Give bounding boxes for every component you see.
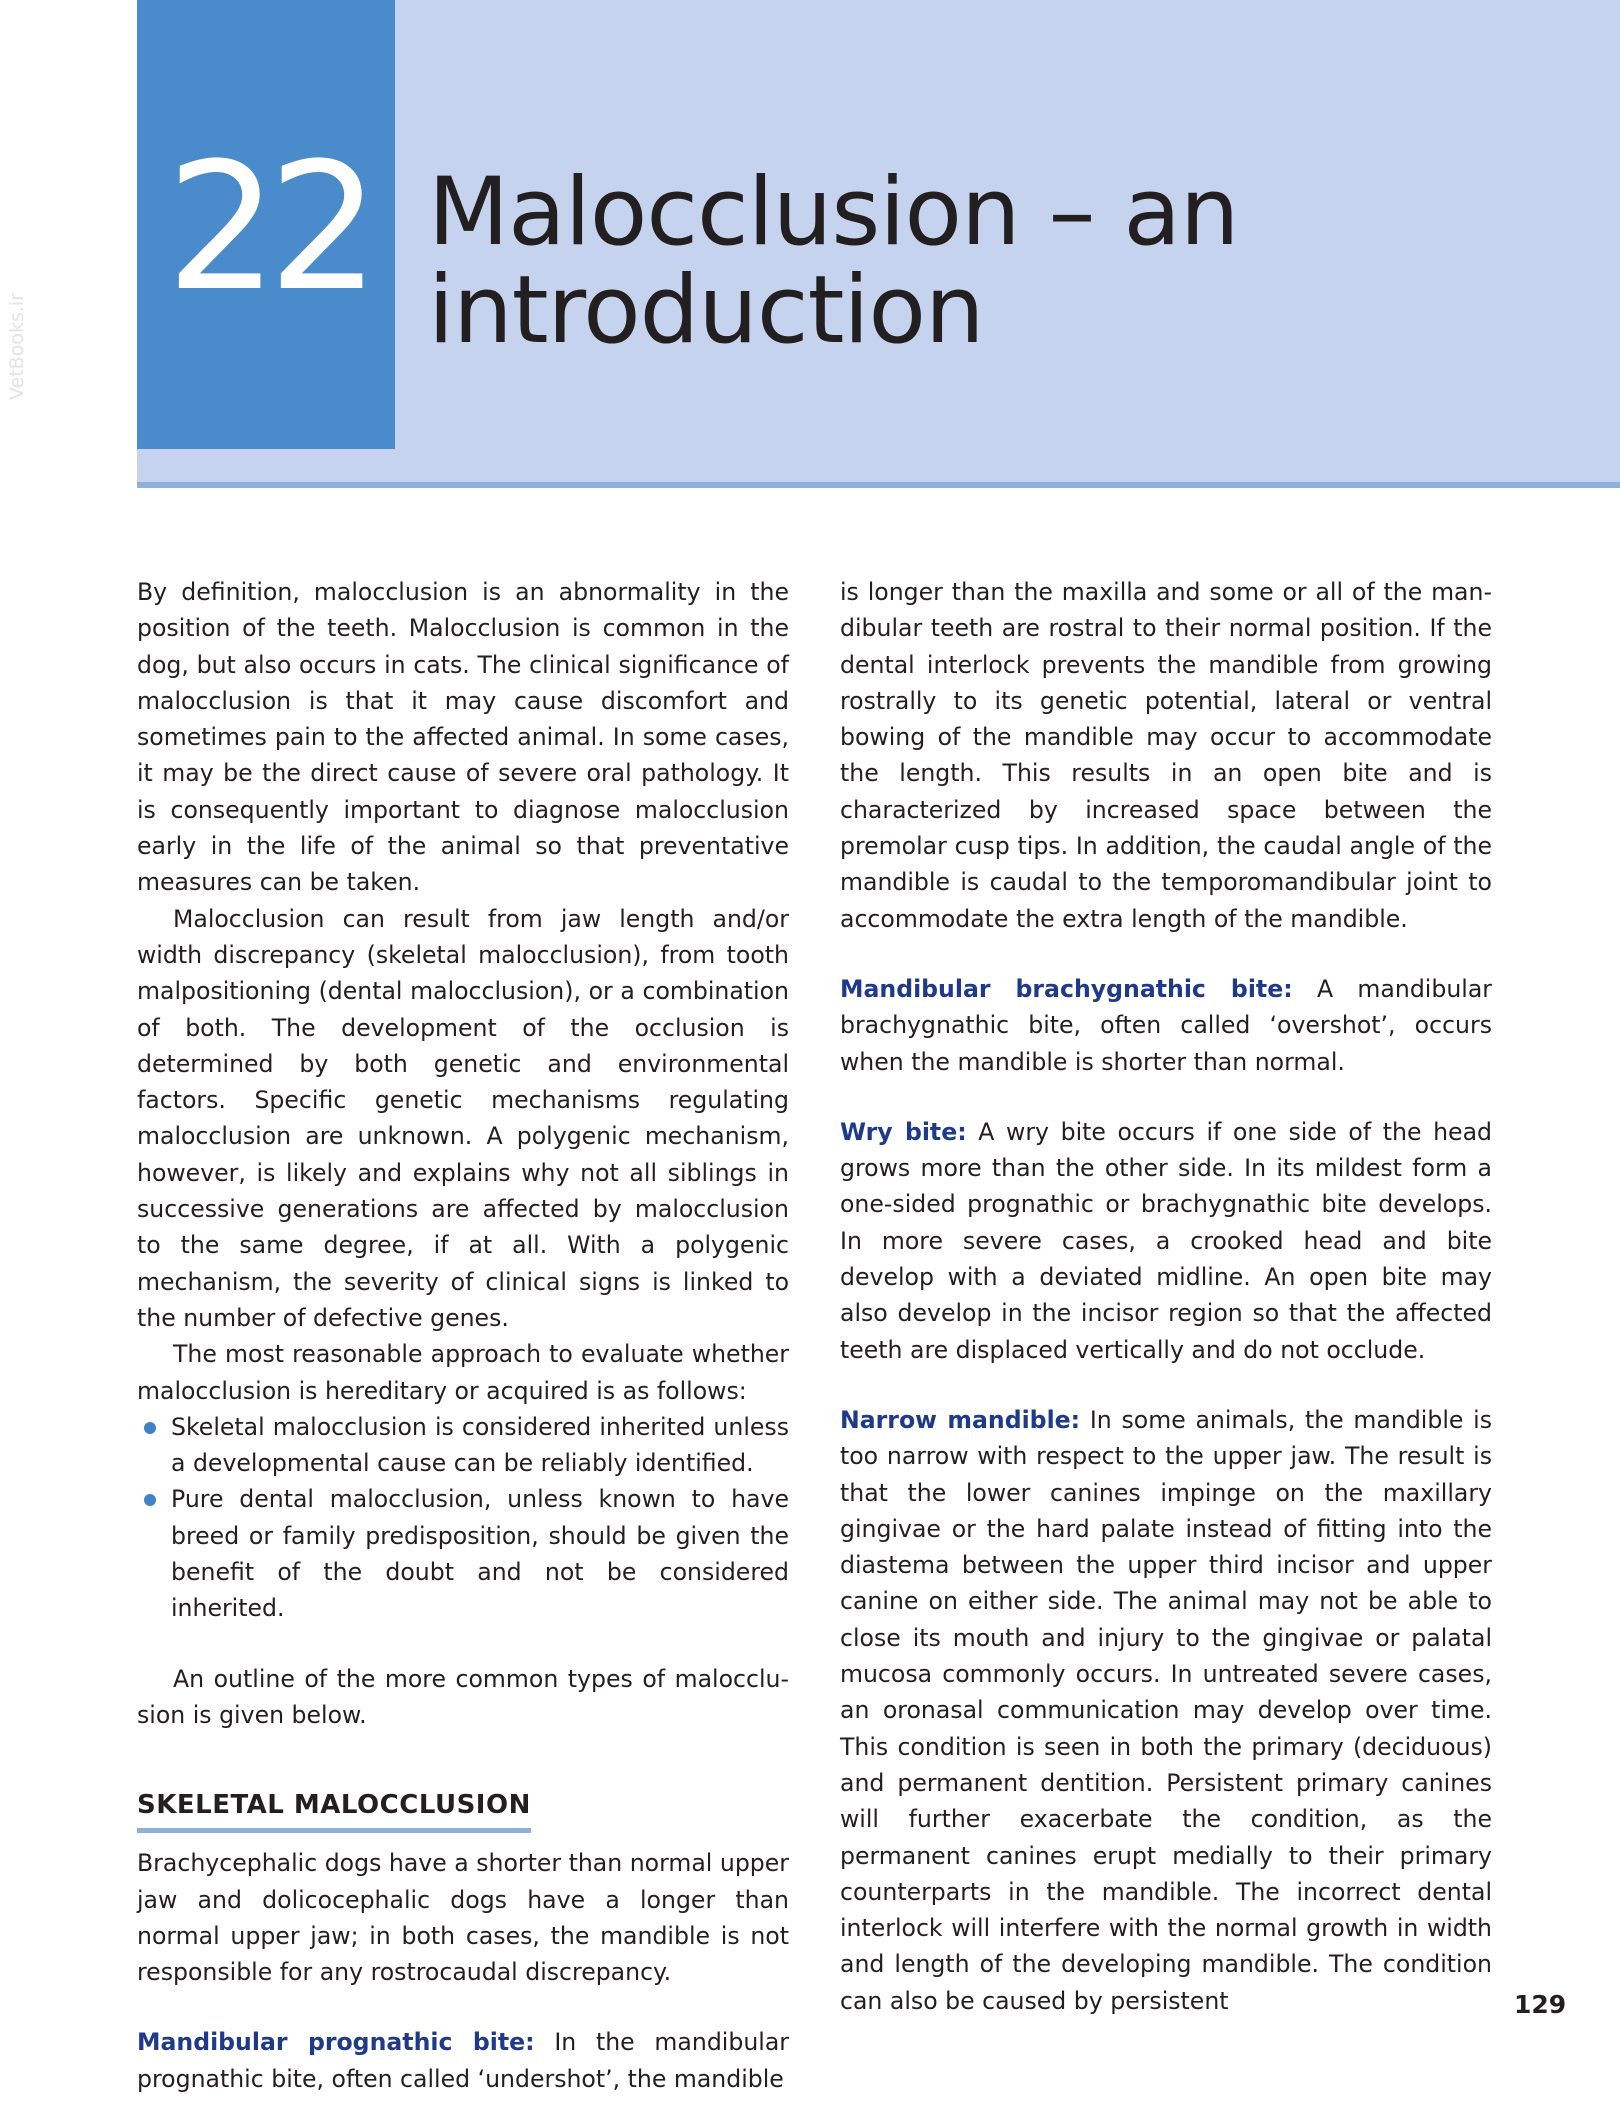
list-item — [137, 1481, 789, 1626]
paragraph: By definition, malocclusion is an abnormality in the position of the teeth. Malocclusion is common in the dog, but also occurs in cats. The clinical significance of malocclusion is that it may cause discomfort and sometimes pain to the affected animal. In some cases, it may be the direct cause of severe oral pathology. It is consequently important to diagnose malocclusion early in the life of the animal so that preventative measures can be taken. — [137, 578, 789, 897]
section-heading: SKELETAL MALOCCLUSION — [137, 1788, 531, 1833]
paragraph: The most reasonable approach to evaluate whether malocclusion is hereditary or acquired is as follows: — [137, 1340, 789, 1405]
paragraph: Brachycephalic dogs have a shorter than normal upper jaw and dolicocephalic dogs have a longer than normal upper jaw; in both cases, the mandible is not responsible for any rostrocaudal discrepancy. — [137, 1849, 789, 1987]
term-heading: Mandibular brachygnathic bite: — [840, 974, 1293, 1003]
paragraph-wry-bite — [840, 1114, 1492, 1368]
paragraph: Malocclusion can result from jaw length and/or width discrepancy (skeletal malocclusion), from tooth malpositioning (dental malocclusion), or a combination of both. The development of the occlusion is determined by both genetic and environmental factors. Specific genetic mechanisms regulating malocclusion are unknown. A polygenic mechanism, however, is likely and explains why not all siblings in successive generations are affected by malocclusion to the same degree, if at all. With a polygenic mechanism, the severity of clinical signs is linked to the number of defective genes. — [137, 904, 789, 1332]
list-item-text: Skeletal malocclusion is considered inherited unless a developmental cause can be reliably identified. — [171, 1412, 789, 1478]
watermark: VetBooks.ir — [6, 293, 28, 400]
paragraph-prognathic — [137, 2024, 789, 2097]
page-number: 129 — [1514, 1990, 1567, 2019]
right-column — [840, 574, 1492, 2019]
term-heading: Narrow mandible: — [840, 1405, 1081, 1434]
term-heading: Wry bite: — [840, 1117, 967, 1146]
paragraph: An outline of the more common types of malocclusion is given below. — [137, 1664, 789, 1729]
term-text: A mandibular brachygnathic bite, often called ‘overshot’, occurs when the mandible is shorter than normal. — [840, 974, 1492, 1076]
bullet-list — [137, 1409, 789, 1627]
chapter-title-line-2: introduction — [428, 256, 984, 365]
paragraph-brachygnathic — [840, 971, 1492, 1080]
bullet-icon — [144, 1494, 156, 1506]
chapter-number: 22 — [166, 125, 370, 330]
list-item-text: Pure dental malocclusion, unless known to have breed or family predisposition, should be given the benefit of the doubt and not be considered inherited. — [171, 1485, 789, 1623]
header-divider — [137, 482, 1620, 488]
chapter-title — [428, 158, 1239, 365]
list-item — [137, 1409, 789, 1482]
paragraph-narrow-mandible — [840, 1402, 1492, 2019]
term-heading: Mandibular prognathic bite: — [137, 2028, 535, 2057]
bullet-icon — [144, 1422, 156, 1434]
term-text: In the mandibular prognathic bite, often called ‘undershot’, the mandible — [137, 2028, 789, 2093]
left-column — [137, 574, 789, 2097]
term-text: In some animals, the mandible is too narrow with respect to the upper jaw. The result is that the lower canines impinge on the maxillary gingivae or the hard palate instead of fitting into the diastema between the upper third incisor and upper canine on either side. The animal may not be able to close its mouth and injury to the gingivae or palatal mucosa commonly occurs. In untreated severe cases, an oronasal communication may develop over time. This condition is seen in both the primary (deciduous) and permanent dentition. Persistent primary canines will further exacerbate the condition, as the permanent canines erupt medially to their primary counterparts in the mandible. The incorrect dental interlock will interfere with the normal growth in width and length of the developing mandible. The condition can also be caused by persistent — [840, 1405, 1492, 2015]
paragraph: is longer than the maxilla and some or all of the mandibular teeth are rostral to their normal position. If the dental interlock prevents the mandible from growing rostrally to its genetic potential, lateral or ventral bowing of the mandible may occur to accommodate the length. This results in an open bite and is characterized by increased space between the premolar cusp tips. In addition, the caudal angle of the mandible is caudal to the temporomandibular joint to accommodate the extra length of the mandible. — [840, 578, 1492, 933]
term-text: A wry bite occurs if one side of the head grows more than the other side. In its mildest form a one-sided prognathic or brachygnathic bite develops. In more severe cases, a crooked head and bite develop with a deviated midline. An open bite may also develop in the incisor region so that the affected teeth are displaced vertically and do not occlude. — [840, 1117, 1492, 1364]
chapter-title-line-1: Malocclusion – an — [428, 158, 1239, 267]
